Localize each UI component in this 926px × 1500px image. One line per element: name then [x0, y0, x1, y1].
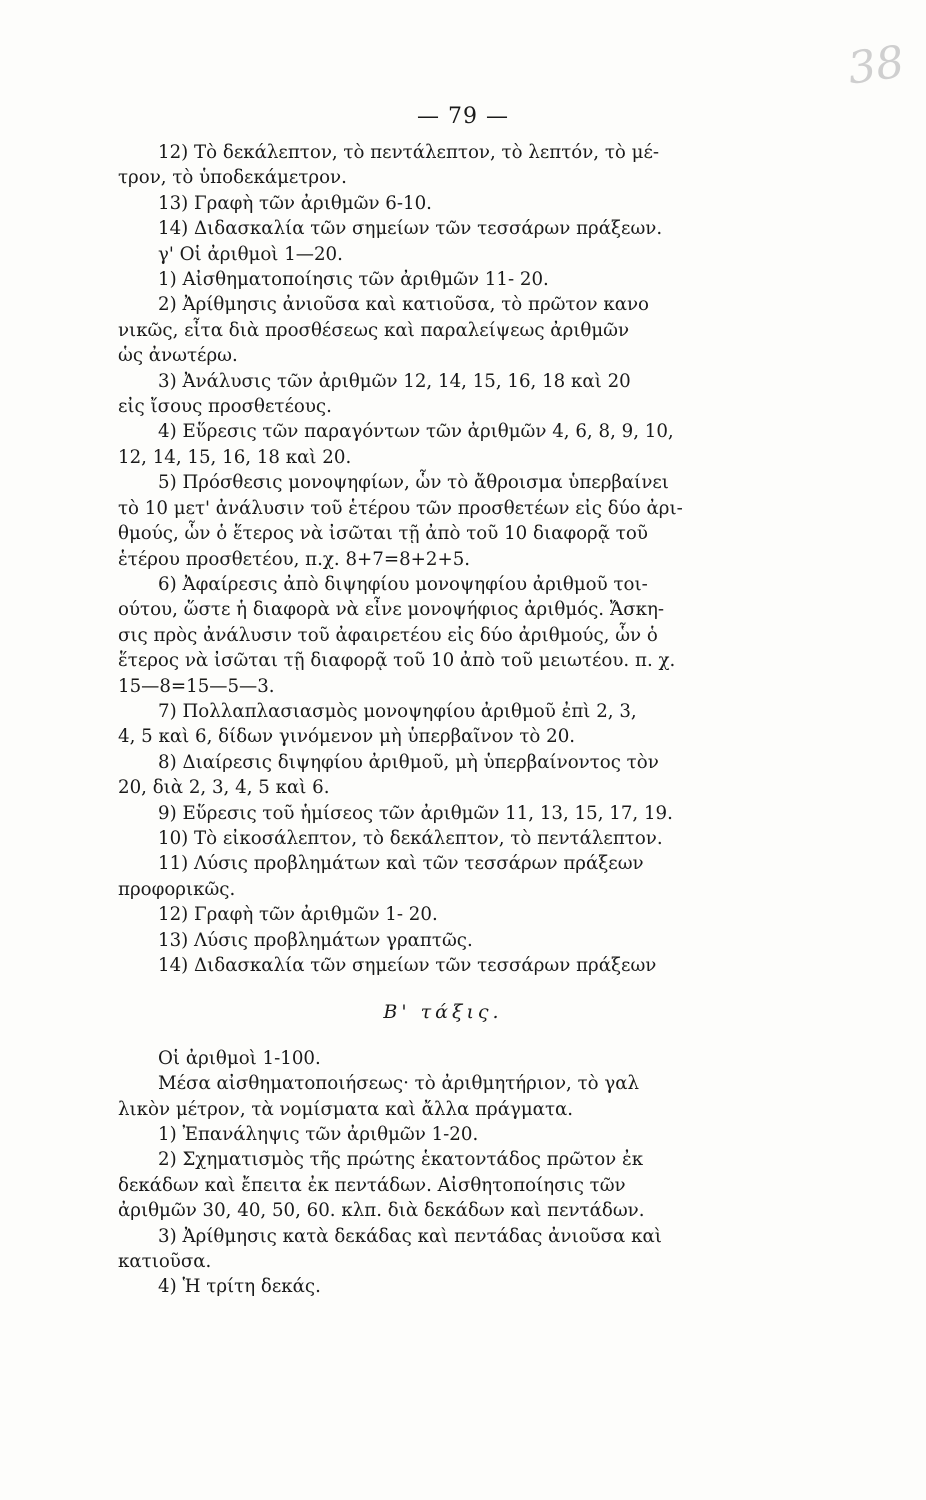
text-line: ἑτέρου προσθετέου, π.χ. 8+7=8+2+5.	[118, 548, 471, 570]
text-line: 3) Ἀρίθμησις κατὰ δεκάδας καὶ πεντάδας ἀνιοῦσα καὶ	[158, 1225, 662, 1247]
text-line: 3) Ἀνάλυσις τῶν ἀριθμῶν 12, 14, 15, 16, 18 καὶ 20	[158, 370, 631, 392]
text-line: δεκάδων καὶ ἔπειτα ἐκ πεντάδων. Αἰσθητοποίησις τῶν	[118, 1174, 626, 1196]
text-line: 5) Πρόσθεσις μονοψηφίων, ὧν τὸ ἄθροισμα ὑπερβαίνει	[158, 472, 669, 494]
text-line: 12) Γραφὴ τῶν ἀριθμῶν 1- 20.	[158, 904, 438, 926]
text-line: ἕτερος νὰ ἰσῶται τῇ διαφορᾷ τοῦ 10 ἀπὸ τοῦ μειωτέου. π. χ.	[118, 650, 676, 672]
text-line: τὸ 10 μετ' ἀνάλυσιν τοῦ ἑτέρου τῶν προσθετέων εἰς δύο ἀρι-	[118, 497, 683, 519]
text-line: 13) Γραφὴ τῶν ἀριθμῶν 6-10.	[158, 192, 432, 214]
text-line: 14) Διδασκαλία τῶν σημείων τῶν τεσσάρων πράξεων.	[158, 218, 663, 240]
text-line: Οἱ ἀριθμοὶ 1-100.	[158, 1047, 321, 1069]
text-line: 15—8=15—5—3.	[118, 675, 275, 697]
text-line: 4, 5 καὶ 6, δίδων γινόμενον μὴ ὑπερβαῖνον τὸ 20.	[118, 726, 576, 748]
text-line: 4) Εὕρεσις τῶν παραγόντων τῶν ἀριθμῶν 4, 6, 8, 9, 10,	[158, 421, 674, 443]
text-line: 13) Λύσις προβλημάτων γραπτῶς.	[158, 929, 473, 951]
text-line: Μέσα αἰσθηματοποιήσεως· τὸ ἀριθμητήριον, τὸ γαλ	[158, 1073, 640, 1095]
text-line: 4) Ἡ τρίτη δεκάς.	[158, 1276, 321, 1298]
text-line: 12) Τὸ δεκάλεπτον, τὸ πεντάλεπτον, τὸ λεπτόν, τὸ μέ-	[158, 142, 660, 163]
text-line: νικῶς, εἶτα διὰ προσθέσεως καὶ παραλείψεως ἀριθμῶν	[118, 319, 630, 341]
text-line: κατιοῦσα.	[118, 1251, 212, 1273]
text-line: 1) Αἰσθηματοποίησις τῶν ἀριθμῶν 11- 20.	[158, 269, 549, 291]
text-line: 7) Πολλαπλασιασμὸς μονοψηφίου ἀριθμοῦ ἐπὶ 2, 3,	[158, 700, 637, 722]
text-line: 2) Ἀρίθμησις ἀνιοῦσα καὶ κατιοῦσα, τὸ πρῶτον κανο	[158, 294, 649, 316]
text-line: 11) Λύσις προβλημάτων καὶ τῶν τεσσάρων πράξεων	[158, 853, 644, 875]
text-line: 6) Ἀφαίρεσις ἀπὸ διψηφίου μονοψηφίου ἀριθμοῦ τοι-	[158, 573, 648, 595]
text-line: γ' Οἱ ἀριθμοὶ 1—20.	[158, 243, 343, 265]
text-line: 14) Διδασκαλία τῶν σημείων τῶν τεσσάρων πράξεων	[158, 955, 657, 976]
text-line: θμούς, ὧν ὁ ἕτερος νὰ ἰσῶται τῇ ἀπὸ τοῦ 10 διαφορᾷ τοῦ	[118, 523, 648, 545]
section-heading: Β' τάξις.	[383, 1001, 503, 1024]
text-line: 20, διὰ 2, 3, 4, 5 καὶ 6.	[118, 777, 330, 799]
text-line: λικὸν μέτρον, τὰ νομίσματα καὶ ἄλλα πράγματα.	[118, 1098, 574, 1120]
text-line: ούτου, ὥστε ἡ διαφορὰ νὰ εἶνε μονοψήφιος ἀριθμός. Ἄσκη-	[118, 599, 665, 621]
text-line: προφορικῶς.	[118, 878, 236, 900]
text-line: σις πρὸς ἀνάλυσιν τοῦ ἀφαιρετέου εἰς δύο ἀριθμούς, ὧν ὁ	[118, 624, 658, 646]
pencil-mark: 38	[844, 36, 908, 95]
text-line: 10) Τὸ εἰκοσάλεπτον, τὸ δεκάλεπτον, τὸ πεντάλεπτον.	[158, 827, 663, 849]
text-line: 9) Εὕρεσις τοῦ ἡμίσεος τῶν ἀριθμῶν 11, 13, 15, 17, 19.	[158, 802, 673, 824]
text-line: ὡς ἀνωτέρω.	[118, 345, 238, 367]
text-line: τρον, τὸ ὑποδεκάμετρον.	[118, 167, 347, 189]
first-grade-list	[118, 140, 768, 978]
text-line: ἀριθμῶν 30, 40, 50, 60. κλπ. διὰ δεκάδων καὶ πεντάδων.	[118, 1200, 645, 1222]
text-line: 12, 14, 15, 16, 18 καὶ 20.	[118, 446, 352, 468]
text-line: 1) Ἐπανάληψις τῶν ἀριθμῶν 1-20.	[158, 1124, 479, 1146]
body-text	[118, 140, 768, 1300]
text-line: 8) Διαίρεσις διψηφίου ἀριθμοῦ, μὴ ὑπερβαίνοντος τὸν	[158, 751, 659, 773]
second-grade-list	[118, 1046, 768, 1300]
text-line: 2) Σχηματισμὸς τῆς πρώτης ἑκατοντάδος πρῶτον ἐκ	[158, 1149, 644, 1171]
page-number: — 79 —	[417, 104, 509, 129]
text-line: εἰς ἴσους προσθετέους.	[118, 396, 332, 418]
